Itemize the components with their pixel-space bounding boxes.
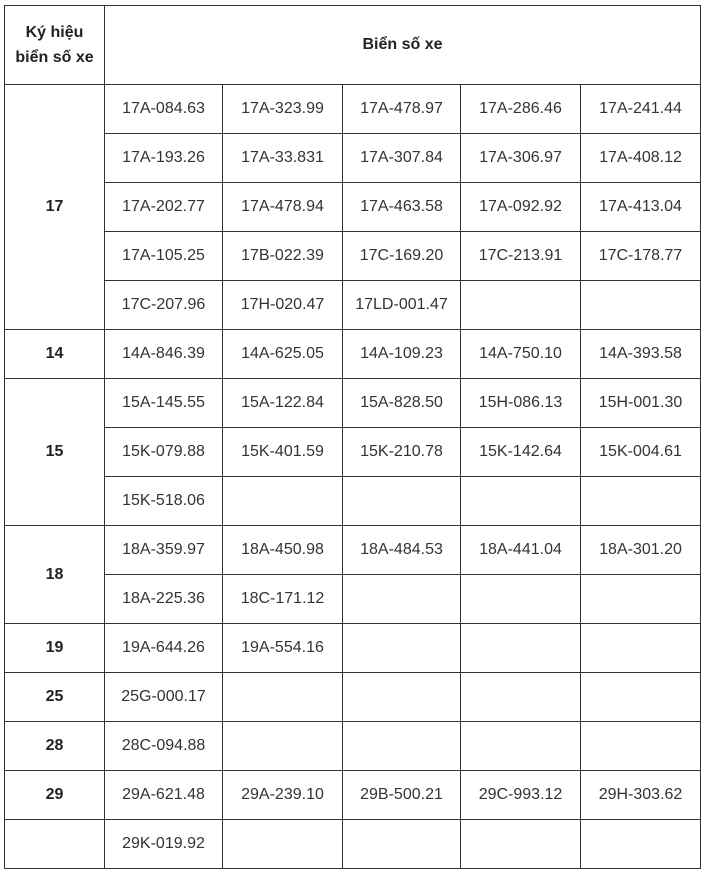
table-row	[5, 330, 701, 379]
plate-number-cell: 19A-554.16	[223, 624, 343, 673]
plate-number-cell: 29B-500.21	[343, 771, 461, 820]
plate-number-cell: 17A-478.94	[223, 183, 343, 232]
plate-number-cell	[223, 820, 343, 869]
plate-number-cell	[581, 624, 701, 673]
table-row	[5, 183, 701, 232]
plate-number-cell: 17A-193.26	[105, 134, 223, 183]
plate-number-cell	[581, 281, 701, 330]
plate-code-cell: 14	[5, 330, 105, 379]
plate-number-cell: 15H-001.30	[581, 379, 701, 428]
plate-code-cell: 15	[5, 379, 105, 526]
plate-number-cell: 17A-408.12	[581, 134, 701, 183]
plate-number-cell: 29A-621.48	[105, 771, 223, 820]
plate-number-cell	[343, 575, 461, 624]
plate-number-cell: 17A-478.97	[343, 85, 461, 134]
plate-number-cell	[581, 575, 701, 624]
plate-number-cell: 28C-094.88	[105, 722, 223, 771]
plate-number-cell	[461, 477, 581, 526]
plate-number-cell	[461, 722, 581, 771]
plate-number-cell: 17A-105.25	[105, 232, 223, 281]
plate-number-cell: 17C-207.96	[105, 281, 223, 330]
code-header-line2: biển số xe	[15, 49, 94, 66]
table-row	[5, 379, 701, 428]
plate-number-cell: 17A-241.44	[581, 85, 701, 134]
plate-number-cell: 17B-022.39	[223, 232, 343, 281]
plate-number-cell	[461, 281, 581, 330]
plate-number-cell: 15K-518.06	[105, 477, 223, 526]
plate-code-cell: 18	[5, 526, 105, 624]
plate-number-cell	[223, 722, 343, 771]
table-row	[5, 428, 701, 477]
plate-code-cell: 29	[5, 771, 105, 820]
plate-code-cell: 25	[5, 673, 105, 722]
plate-number-cell: 29C-993.12	[461, 771, 581, 820]
table-body	[5, 85, 701, 869]
plate-number-cell: 15A-122.84	[223, 379, 343, 428]
plate-number-cell: 18C-171.12	[223, 575, 343, 624]
plate-number-cell	[343, 624, 461, 673]
plate-number-cell: 15H-086.13	[461, 379, 581, 428]
plate-number-cell: 14A-625.05	[223, 330, 343, 379]
plate-number-cell: 18A-450.98	[223, 526, 343, 575]
plate-number-cell: 17A-33.831	[223, 134, 343, 183]
plate-number-cell: 14A-393.58	[581, 330, 701, 379]
table-row	[5, 771, 701, 820]
plate-number-cell: 17C-169.20	[343, 232, 461, 281]
plate-number-cell: 17A-286.46	[461, 85, 581, 134]
plate-number-cell: 25G-000.17	[105, 673, 223, 722]
plate-number-cell: 18A-301.20	[581, 526, 701, 575]
table-row	[5, 85, 701, 134]
plate-number-cell: 15K-401.59	[223, 428, 343, 477]
code-header-line1: Ký hiệu	[25, 24, 84, 41]
table-row	[5, 134, 701, 183]
plate-number-cell: 17A-463.58	[343, 183, 461, 232]
plate-number-cell: 17A-202.77	[105, 183, 223, 232]
plate-number-cell: 17A-084.63	[105, 85, 223, 134]
plate-number-cell	[461, 673, 581, 722]
plate-number-cell: 15K-004.61	[581, 428, 701, 477]
plate-number-cell: 15A-145.55	[105, 379, 223, 428]
plate-number-cell	[461, 624, 581, 673]
plate-number-cell	[223, 477, 343, 526]
plate-number-cell: 29A-239.10	[223, 771, 343, 820]
plate-number-cell: 15A-828.50	[343, 379, 461, 428]
plate-number-cell: 17C-178.77	[581, 232, 701, 281]
plate-code-cell	[5, 820, 105, 869]
table-row	[5, 673, 701, 722]
plate-number-cell: 17LD-001.47	[343, 281, 461, 330]
table-row	[5, 722, 701, 771]
plate-number-cell	[581, 820, 701, 869]
plate-number-cell: 17H-020.47	[223, 281, 343, 330]
plates-column-header: Biển số xe	[105, 6, 701, 85]
plate-number-cell	[461, 820, 581, 869]
plate-number-cell: 15K-210.78	[343, 428, 461, 477]
header-row	[5, 6, 701, 85]
table-row	[5, 820, 701, 869]
table-row	[5, 526, 701, 575]
plate-number-cell: 18A-441.04	[461, 526, 581, 575]
table-row	[5, 232, 701, 281]
plate-number-cell: 18A-225.36	[105, 575, 223, 624]
plate-number-cell: 14A-846.39	[105, 330, 223, 379]
license-plate-table	[4, 5, 701, 869]
plate-number-cell: 29K-019.92	[105, 820, 223, 869]
plate-number-cell	[581, 722, 701, 771]
plate-number-cell	[223, 673, 343, 722]
plate-number-cell: 19A-644.26	[105, 624, 223, 673]
plate-number-cell: 17C-213.91	[461, 232, 581, 281]
plate-number-cell: 15K-142.64	[461, 428, 581, 477]
plate-number-cell: 17A-413.04	[581, 183, 701, 232]
plate-code-cell: 28	[5, 722, 105, 771]
plate-number-cell: 18A-484.53	[343, 526, 461, 575]
plate-code-cell: 17	[5, 85, 105, 330]
table-row	[5, 575, 701, 624]
plate-number-cell	[581, 477, 701, 526]
plate-number-cell	[343, 477, 461, 526]
plate-number-cell	[461, 575, 581, 624]
plate-number-cell: 17A-307.84	[343, 134, 461, 183]
plate-number-cell: 29H-303.62	[581, 771, 701, 820]
plate-number-cell: 17A-323.99	[223, 85, 343, 134]
plate-number-cell: 14A-750.10	[461, 330, 581, 379]
plate-number-cell: 17A-306.97	[461, 134, 581, 183]
plate-number-cell	[343, 722, 461, 771]
plate-number-cell	[581, 673, 701, 722]
plate-number-cell: 17A-092.92	[461, 183, 581, 232]
plate-number-cell: 15K-079.88	[105, 428, 223, 477]
table-row	[5, 624, 701, 673]
code-column-header	[5, 6, 105, 85]
plate-code-cell: 19	[5, 624, 105, 673]
plate-number-cell	[343, 820, 461, 869]
plate-number-cell: 14A-109.23	[343, 330, 461, 379]
plate-number-cell: 18A-359.97	[105, 526, 223, 575]
plate-number-cell	[343, 673, 461, 722]
table-row	[5, 477, 701, 526]
table-row	[5, 281, 701, 330]
